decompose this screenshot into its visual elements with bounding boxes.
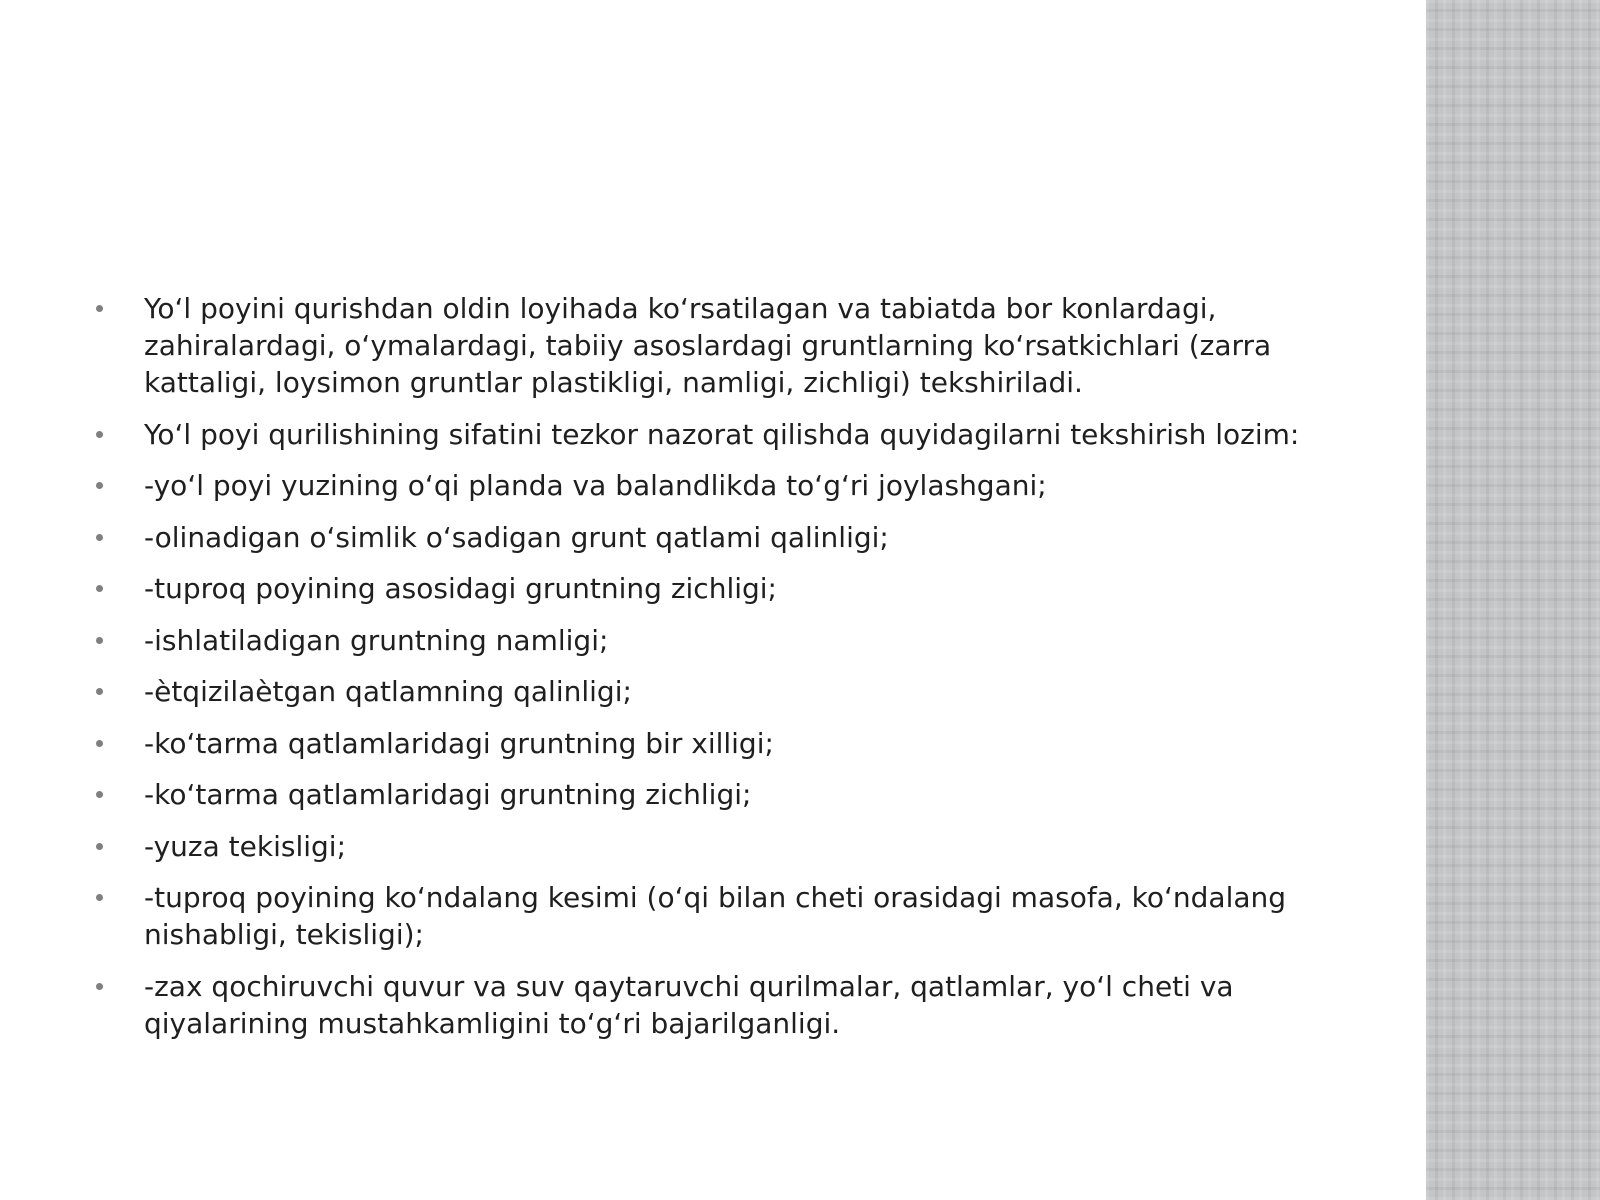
bullet-item — [94, 828, 1344, 865]
bullet-item — [94, 776, 1344, 813]
bullet-dot-icon — [96, 843, 103, 850]
bullet-item — [94, 570, 1344, 607]
bullet-item — [94, 416, 1344, 453]
bullet-text: -ètqizilaètgan qatlamning qalinligi; — [144, 675, 632, 708]
bullet-text: -ko‘tarma qatlamlaridagi gruntning bir xilligi; — [144, 726, 774, 760]
bullet-text: -ishlatiladigan gruntning namligi; — [144, 623, 609, 657]
bullet-text: -yo‘l poyi yuzining o‘qi planda va balandlikda to‘g‘ri joylashgani; — [144, 469, 1047, 502]
bullet-text: -ko‘tarma qatlamlaridagi gruntning zichligi; — [144, 778, 752, 811]
bullet-text: -olinadigan o‘simlik o‘sadigan grunt qatlami qalinligi; — [144, 520, 889, 554]
bullet-text: Yo‘l poyini qurishdan oldin loyihada ko‘rsatilagan va tabiatda bor konlardagi, zahiralardagi, o‘ymalardagi, tabiiy asoslardagi gruntlarning ko‘rsatkichlari (zarra kattaligi, loysimon gruntlar plastikligi, namligi, zichligi) tekshiriladi. — [144, 292, 1272, 399]
bullet-text: -tuproq poyining asosidagi gruntning zichligi; — [144, 572, 777, 605]
bullet-item — [94, 673, 1344, 710]
bullet-text: -zax qochiruvchi quvur va suv qaytaruvchi qurilmalar, qatlamlar, yo‘l cheti va qiyalarining mustahkamligini to‘g‘ri bajarilganligi. — [144, 969, 1234, 1040]
bullet-dot-icon — [96, 637, 103, 644]
bullet-item — [94, 622, 1344, 659]
bullet-item — [94, 519, 1344, 556]
decorative-side-band — [1426, 0, 1600, 1200]
bullet-item — [94, 725, 1344, 762]
bullet-text: Yo‘l poyi qurilishining sifatini tezkor nazorat qilishda quyidagilarni tekshirish lozim: — [144, 417, 1300, 451]
bullet-item — [94, 467, 1344, 504]
bullet-dot-icon — [96, 791, 103, 798]
bullet-dot-icon — [96, 688, 103, 695]
bullet-text: -yuza tekisligi; — [144, 829, 347, 863]
bullet-dot-icon — [96, 482, 103, 489]
bullet-list — [94, 290, 1344, 1042]
bullet-dot-icon — [96, 585, 103, 592]
bullet-dot-icon — [96, 431, 103, 438]
bullet-dot-icon — [96, 305, 103, 312]
slide-content — [94, 290, 1344, 1056]
bullet-dot-icon — [96, 534, 103, 541]
bullet-dot-icon — [96, 740, 103, 747]
bullet-item — [94, 290, 1344, 401]
bullet-dot-icon — [96, 983, 103, 990]
bullet-dot-icon — [96, 894, 103, 901]
bullet-item — [94, 968, 1344, 1042]
bullet-item — [94, 879, 1344, 953]
bullet-text: -tuproq poyining ko‘ndalang kesimi (o‘qi bilan cheti orasidagi masofa, ko‘ndalang nishabligi, tekisligi); — [144, 881, 1287, 951]
